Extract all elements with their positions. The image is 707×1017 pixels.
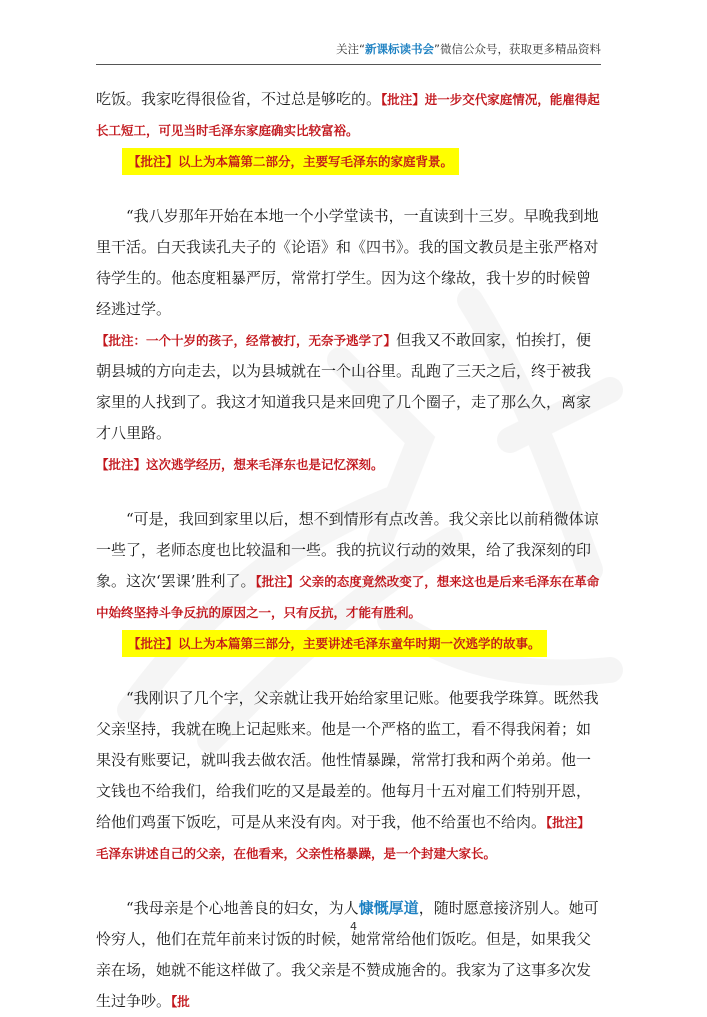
annotation-4: 【批注】父亲的态度竟然改变了，想来这也是后来毛泽东在革命中始终坚持斗争反抗的原因之一，只有反抗，才能有胜利。	[96, 574, 600, 620]
annotation-6-start: 【批	[171, 994, 190, 1009]
annotation-2: 【批注：一个十岁的孩子，经常被打，无奈予逃学了】	[96, 333, 397, 348]
summary-2-text: 【批注】以上为本篇第三部分，主要讲述毛泽东童年时期一次逃学的故事。	[122, 630, 547, 657]
paragraph-5-text-a: “我母亲是个心地善良的妇女，为人	[126, 899, 359, 917]
paragraph-4-text: “我刚识了几个字，父亲就让我开始给家里记账。他要我学珠算。既然我父亲坚持，我就在晚上记起账来。他是一个严格的监工，看不得我闲着；如果没有账要记，就叫我去做农活。他性情暴躁，常常打我和两个弟弟。他一文钱也不给我们，给我们吃的又是最差的。他每月十五对雇工们特别开恩，给他们鸡蛋下饭吃，可是从来没有肉。对于我，他不给蛋也不给肉。	[96, 689, 599, 831]
paragraph-3	[96, 504, 601, 628]
annotation-5: 【批注】毛泽东讲述自己的父亲，在他看来，父亲性格暴躁，是一个封建大家长。	[96, 815, 590, 861]
annotation-1: 【批注】进一步交代家庭情况，能雇得起长工短工，可见当时毛泽东家庭确实比较富裕。	[96, 92, 600, 138]
header-suffix: ”微信公众号，获取更多精品资料	[434, 42, 601, 56]
paragraph-1	[96, 84, 601, 146]
document-body	[96, 84, 601, 1017]
annotation-3-line	[96, 449, 601, 480]
paragraph-1-text: 吃饭。我家吃得很俭省，不过总是够吃的。	[96, 90, 382, 108]
summary-highlight-1	[96, 146, 601, 177]
paragraph-4	[96, 683, 601, 869]
summary-1-text: 【批注】以上为本篇第二部分，主要写毛泽东的家庭背景。	[122, 148, 459, 175]
paragraph-5	[96, 893, 601, 1017]
summary-highlight-2	[96, 628, 601, 659]
paragraph-3-text: “可是，我回到家里以后，想不到情形有点改善。我父亲比以前稍微体谅一些了，老师态度也比较温和一些。我的抗议行动的效果，给了我深刻的印象。这次‘罢课’胜利了。	[96, 510, 599, 590]
header-account-name: 新课标读书会	[365, 42, 435, 56]
paragraph-2-text: “我八岁那年开始在本地一个小学堂读书，一直读到十三岁。早晚我到地里干活。白天我读孔夫子的《论语》和《四书》。我的国文教员是主张严格对待学生的。他态度粗暴严厉，常常打学生。因为这个缘故，我十岁的时候曾经逃过学。	[96, 207, 599, 318]
page-number: 4	[350, 920, 357, 933]
highlighted-phrase: 慷慨厚道	[358, 899, 419, 917]
paragraph-5-text-b: ，随时愿意接济别人。她可怜穷人，他们在荒年前来讨饭的时候，她常常给他们饭吃。但是，如果我父亲在场，她就不能这样做了。我父亲是不赞成施舍的。我家为了这事多次发生过争吵。	[96, 899, 599, 1010]
header-prefix: 关注“	[336, 42, 366, 56]
paragraph-2-text-2: 但我又不敢回家，怕挨打，便朝县城的方向走去，以为县城就在一个山谷里。乱跑了三天之后，终于被我家里的人找到了。我这才知道我只是来回兜了几个圈子，走了那么久，离家才八里路。	[96, 331, 592, 442]
paragraph-2	[96, 201, 601, 325]
paragraph-2-continued	[96, 325, 601, 449]
page-header	[96, 34, 601, 65]
annotation-3: 【批注】这次逃学经历，想来毛泽东也是记忆深刻。	[96, 457, 384, 472]
